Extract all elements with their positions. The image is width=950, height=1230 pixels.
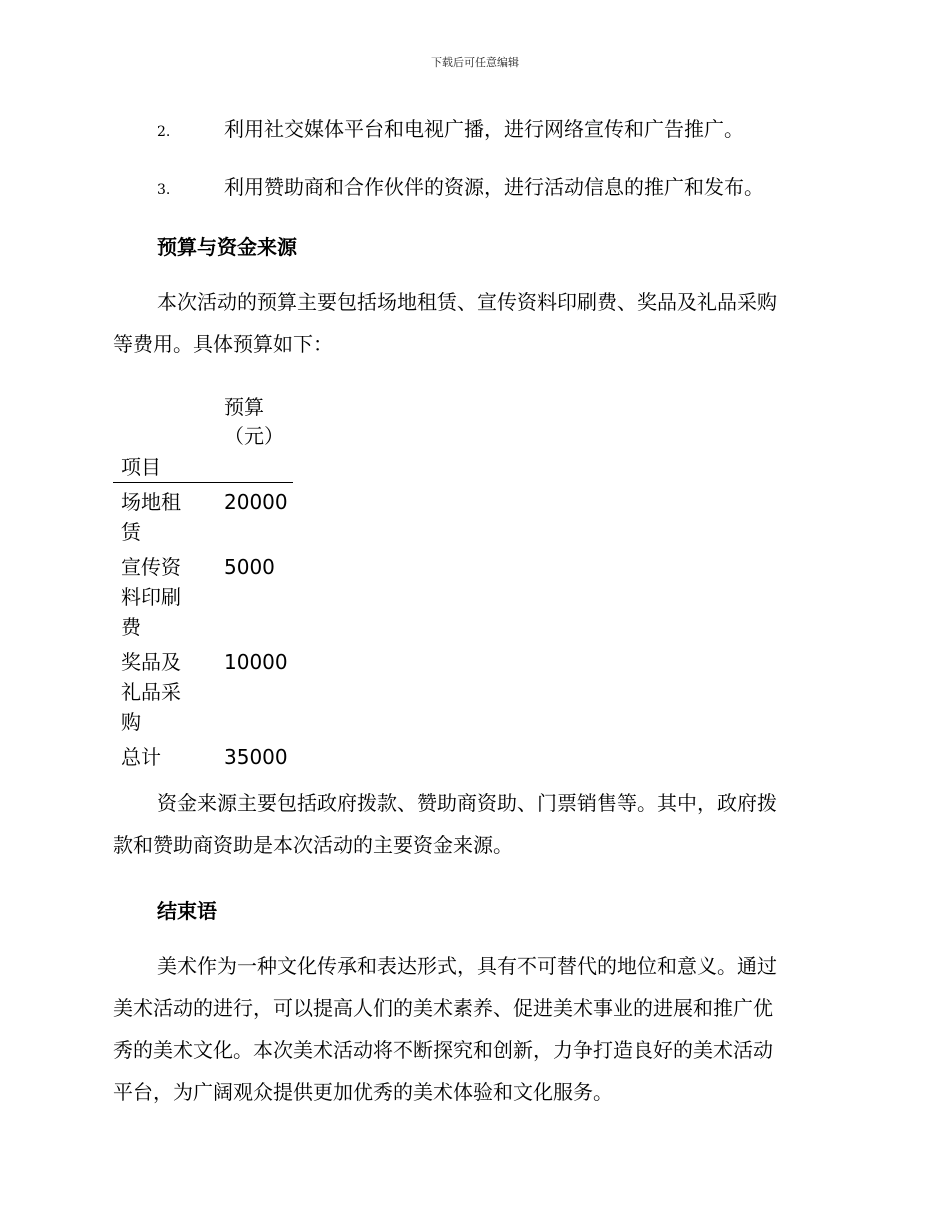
paragraph-line: 等费用。具体预算如下： xyxy=(113,332,333,356)
cell-budget-value: 10000 xyxy=(224,650,288,674)
paragraph-line: 资金来源主要包括政府拨款、赞助商资助、门票销售等。其中，政府拨 xyxy=(157,791,777,815)
paragraph-line: 款和赞助商资助是本次活动的主要资金来源。 xyxy=(113,833,513,857)
budget-heading: 预算与资金来源 xyxy=(157,235,297,259)
paragraph-line: 秀的美术文化。本次美术活动将不断探究和创新，力争打造良好的美术活动 xyxy=(113,1038,773,1062)
budget-intro-paragraph xyxy=(113,281,843,365)
table-row xyxy=(113,647,293,742)
cell-item-name: 总计 xyxy=(121,745,161,769)
list-number: 2. xyxy=(157,124,171,140)
conclusion-paragraph xyxy=(113,945,843,1113)
table-row xyxy=(113,552,293,647)
conclusion-heading: 结束语 xyxy=(157,899,217,923)
table-header-row xyxy=(113,390,293,483)
list-text: 利用社交媒体平台和电视广播，进行网络宣传和广告推广。 xyxy=(224,117,744,141)
column-header-budget: 预算（元） xyxy=(224,395,284,448)
column-header-item: 项目 xyxy=(121,455,161,479)
budget-table xyxy=(113,390,293,774)
page-header: 下载后可任意编辑 xyxy=(431,56,519,69)
cell-budget-value: 5000 xyxy=(224,555,275,579)
paragraph-line: 美术活动的进行，可以提高人们的美术素养、促进美术事业的进展和推广优 xyxy=(113,996,773,1020)
paragraph-line: 平台，为广阔观众提供更加优秀的美术体验和文化服务。 xyxy=(113,1080,613,1104)
table-row xyxy=(113,487,293,552)
paragraph-line: 本次活动的预算主要包括场地租赁、宣传资料印刷费、奖品及礼品采购 xyxy=(157,290,777,314)
cell-item-name: 宣传资料印刷费 xyxy=(121,555,181,639)
list-number: 3. xyxy=(157,182,171,198)
paragraph-line: 美术作为一种文化传承和表达形式，具有不可替代的地位和意义。通过 xyxy=(157,954,777,978)
funding-paragraph xyxy=(113,782,843,866)
cell-budget-value: 20000 xyxy=(224,490,288,514)
cell-item-name: 奖品及礼品采购 xyxy=(121,650,181,734)
table-row xyxy=(113,742,293,774)
list-text: 利用赞助商和合作伙伴的资源，进行活动信息的推广和发布。 xyxy=(224,175,764,199)
cell-budget-value: 35000 xyxy=(224,745,288,769)
cell-item-name: 场地租赁 xyxy=(121,490,181,544)
